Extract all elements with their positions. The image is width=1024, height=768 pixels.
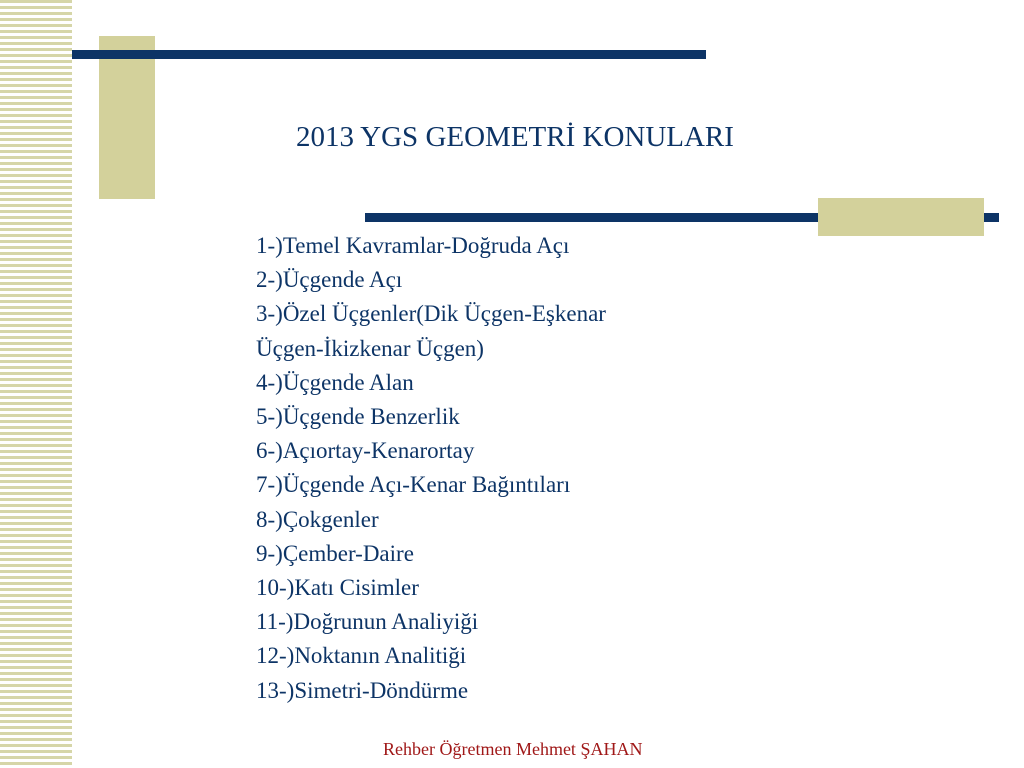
topic-item: 2-)Üçgende Açı bbox=[256, 267, 403, 293]
topic-item: 5-)Üçgende Benzerlik bbox=[256, 404, 460, 430]
topic-item: 4-)Üçgende Alan bbox=[256, 369, 414, 395]
topic-item: 12-)Noktanın Analitiği bbox=[256, 643, 467, 669]
topic-item: 7-)Üçgende Açı-Kenar Bağıntıları bbox=[256, 472, 571, 498]
topic-item: 13-)Simetri-Döndürme bbox=[256, 677, 469, 703]
decorative-bar-top bbox=[72, 50, 706, 59]
topic-item-continuation: Üçgen-İkizkenar Üçgen) bbox=[256, 335, 484, 361]
topic-item: 9-)Çember-Daire bbox=[256, 540, 414, 566]
topic-item: 1-)Temel Kavramlar-Doğruda Açı bbox=[256, 233, 570, 258]
decorative-tan-block-left bbox=[99, 36, 155, 199]
topic-item: 6-)Açıortay-Kenarortay bbox=[256, 438, 475, 464]
topic-list bbox=[256, 229, 976, 708]
slide-footer-author: Rehber Öğretmen Mehmet ŞAHAN bbox=[383, 739, 643, 759]
topic-item: 11-)Doğrunun Analiyiği bbox=[256, 609, 479, 635]
slide-title: 2013 YGS GEOMETRİ KONULARI bbox=[296, 121, 734, 153]
decorative-stripes bbox=[0, 0, 72, 768]
topic-item: 8-)Çokgenler bbox=[256, 506, 379, 532]
topic-item: 10-)Katı Cisimler bbox=[256, 575, 419, 601]
topic-item: 3-)Özel Üçgenler(Dik Üçgen-Eşkenar bbox=[256, 301, 606, 327]
